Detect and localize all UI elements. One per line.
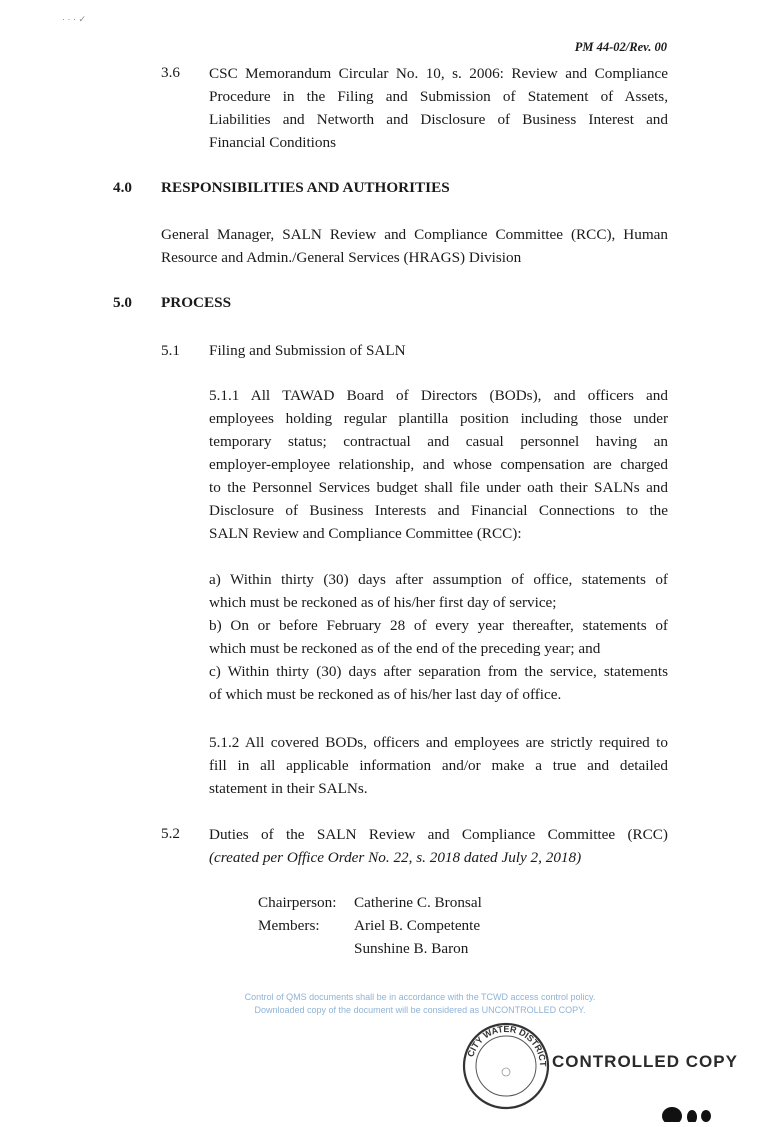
text-line: fill in all applicable information and/or make a true and detailed: [209, 757, 668, 774]
note-line: Downloaded copy of the document will be considered as UNCONTROLLED COPY.: [254, 1005, 586, 1015]
text-line: Procedure in the Filing and Submission of Statement of Assets,: [209, 88, 668, 105]
text-line: SALN Review and Compliance Committee (RCC):: [209, 525, 522, 542]
text-line: Financial Conditions: [209, 134, 336, 151]
water-district-seal-icon: [460, 1020, 552, 1112]
text-line: temporary status; contractual and casual personnel having an: [209, 433, 668, 450]
list-item: which must be reckoned as of his/her first day of service;: [209, 594, 557, 611]
paragraph-5-1-2: [209, 731, 668, 800]
list-item: c) Within thirty (30) days after separation from the service, statements: [209, 663, 668, 680]
section-text: [161, 223, 668, 269]
members-label: Members:: [258, 917, 320, 934]
text-line: statement in their SALNs.: [209, 780, 368, 797]
scribble-mark: · · · ✓: [62, 14, 87, 24]
section-heading: PROCESS: [161, 294, 232, 311]
section-number: 5.2: [161, 825, 180, 842]
subsection-heading: Duties of the SALN Review and Compliance Committee (RCC): [209, 826, 668, 843]
text-line: General Manager, SALN Review and Compliance Committee (RCC), Human: [161, 226, 668, 243]
document-control-note: [190, 991, 650, 1017]
text-line: CSC Memorandum Circular No. 10, s. 2006: Review and Compliance: [209, 65, 668, 82]
subsection-heading: Filing and Submission of SALN: [209, 342, 406, 359]
list-filing-schedule: [209, 568, 668, 706]
text-line: employees holding regular plantilla position including those under: [209, 410, 668, 427]
section-text: [209, 823, 668, 869]
ink-mark-icon: [660, 1100, 720, 1122]
paragraph-5-1-1: [209, 384, 668, 545]
note-line: Control of QMS documents shall be in accordance with the TCWD access control policy.: [244, 992, 596, 1002]
document-reference: PM 44-02/Rev. 00: [574, 40, 667, 54]
section-number: 5.1: [161, 342, 180, 359]
section-number: 3.6: [161, 64, 180, 81]
chairperson-label: Chairperson:: [258, 894, 337, 911]
list-item: b) On or before February 28 of every year thereafter, statements of: [209, 617, 668, 634]
member-name: Sunshine B. Baron: [354, 940, 469, 957]
list-item: of which must be reckoned as of his/her last day of office.: [209, 686, 562, 703]
member-name: Ariel B. Competente: [354, 917, 481, 934]
list-item: which must be reckoned as of the end of the preceding year; and: [209, 640, 601, 657]
section-number: 4.0: [113, 179, 132, 196]
chairperson-name: Catherine C. Bronsal: [354, 894, 482, 911]
controlled-copy-stamp: CONTROLLED COPY: [552, 1052, 738, 1071]
text-line: 5.1.1 All TAWAD Board of Directors (BODs), and officers and: [209, 387, 668, 404]
list-item: a) Within thirty (30) days after assumption of office, statements of: [209, 571, 668, 588]
section-number: 5.0: [113, 294, 132, 311]
text-line: 5.1.2 All covered BODs, officers and employees are strictly required to: [209, 734, 668, 751]
text-line: Resource and Admin./General Services (HRAGS) Division: [161, 249, 522, 266]
subsection-note: (created per Office Order No. 22, s. 2018 dated July 2, 2018): [209, 849, 582, 866]
text-line: Liabilities and Networth and Disclosure of Business Interest and: [209, 111, 668, 128]
section-text: [209, 62, 668, 154]
text-line: employer-employee relationship, and whose compensation are charged: [209, 456, 668, 473]
section-heading: RESPONSIBILITIES AND AUTHORITIES: [161, 179, 450, 196]
text-line: Disclosure of Business Interests and Financial Connections to the: [209, 502, 668, 519]
svg-text:CITY WATER DISTRICT: CITY WATER DISTRICT: [465, 1023, 549, 1067]
text-line: to the Personnel Services budget shall file under oath their SALNs and: [209, 479, 668, 496]
